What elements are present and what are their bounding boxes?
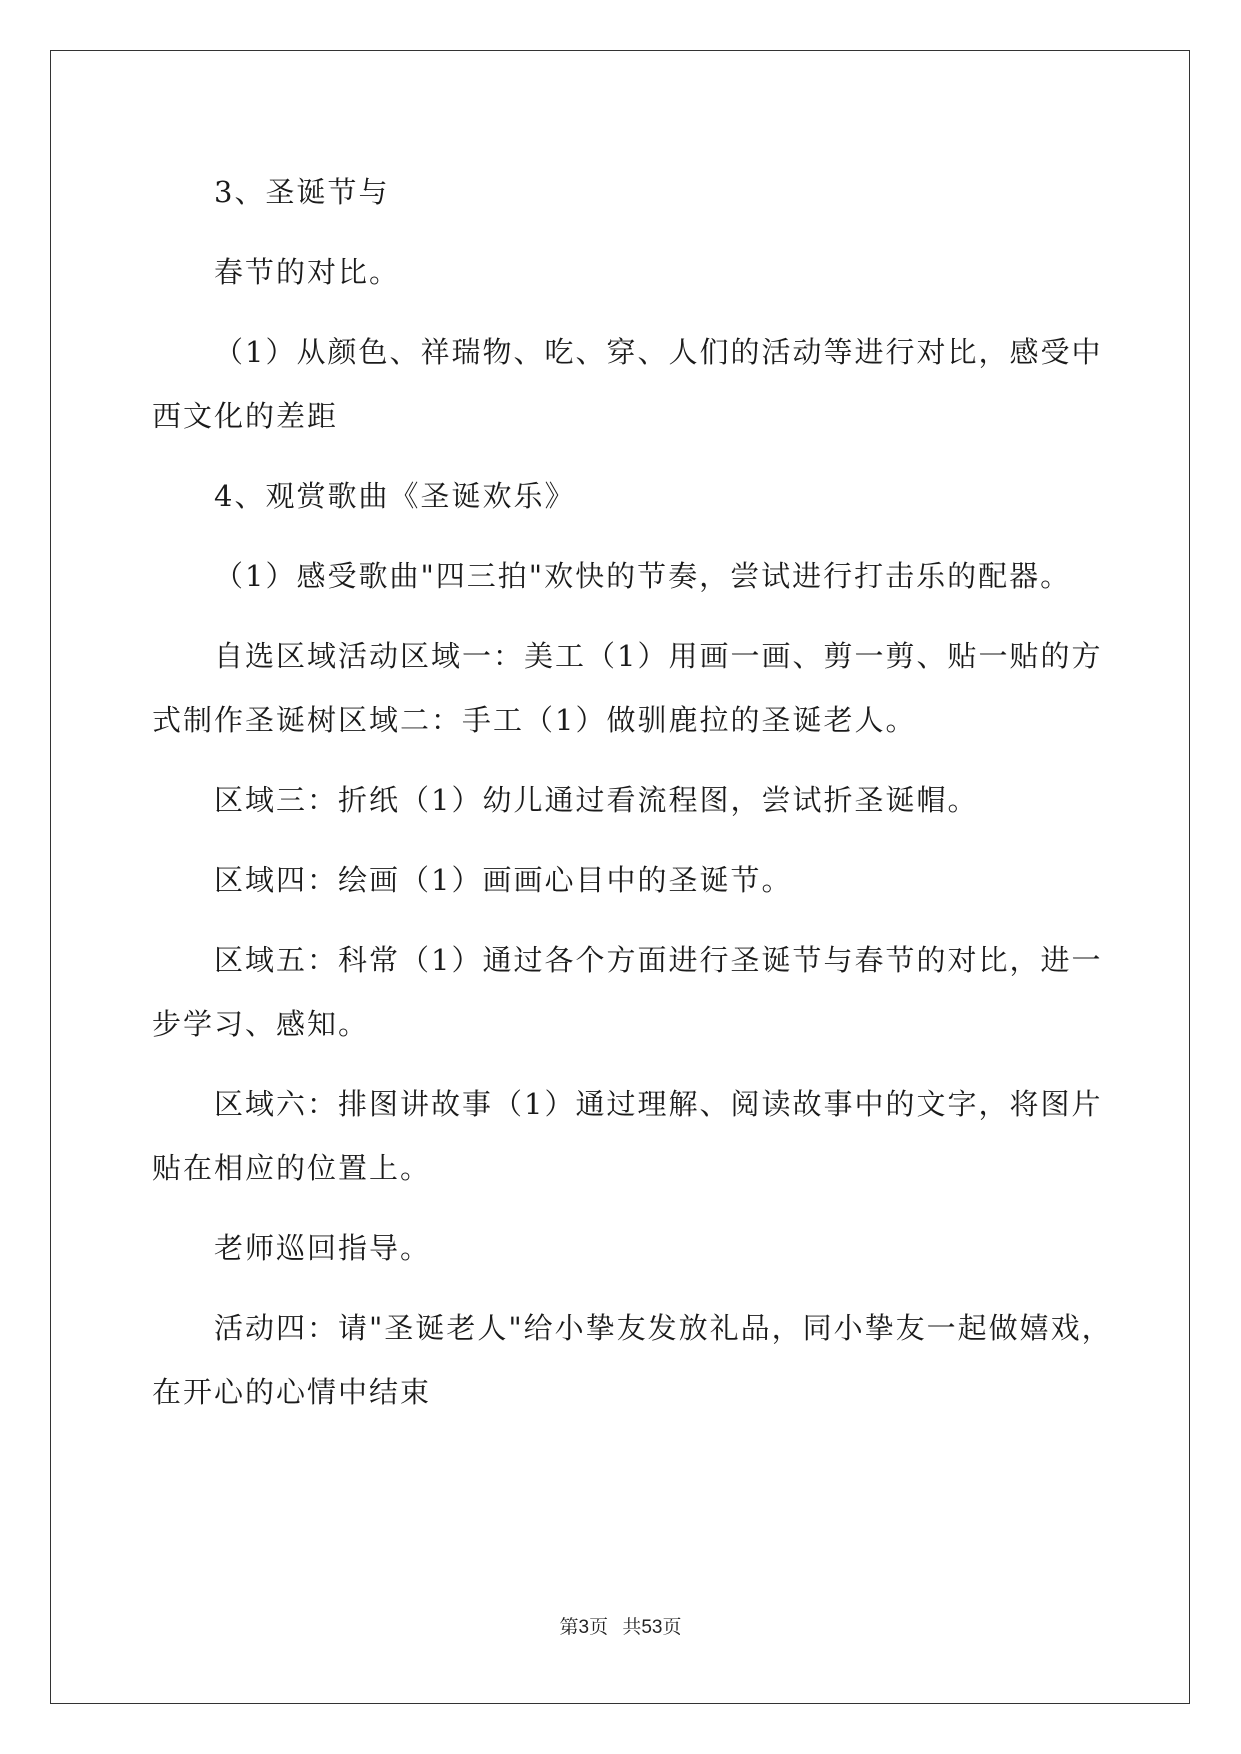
footer-prefix: 第 (559, 1617, 579, 1638)
paragraph-line: 自选区域活动区域一：美工（1）用画一画、剪一剪、贴一贴的方 (214, 639, 1103, 673)
paragraph-line: 3、圣诞节与 (214, 175, 390, 209)
paragraph-continuation-line: 步学习、感知。 (152, 1007, 370, 1041)
paragraph-line: 4、观赏歌曲《圣诞欢乐》 (214, 479, 576, 513)
paragraph-continuation-line: 西文化的差距 (152, 399, 339, 433)
paragraph-line: 区域五：科常（1）通过各个方面进行圣诞节与春节的对比，进一 (214, 943, 1103, 977)
paragraph-continuation-line: 式制作圣诞树区域二：手工（1）做驯鹿拉的圣诞老人。 (152, 703, 917, 737)
footer-total-pages: 53 (641, 1617, 663, 1638)
footer-suffix: 页 (662, 1617, 682, 1638)
document-body (152, 160, 1113, 1424)
paragraph-line: 区域六：排图讲故事（1）通过理解、阅读故事中的文字，将图片 (214, 1087, 1103, 1121)
paragraph-line: 区域四：绘画（1）画画心目中的圣诞节。 (214, 863, 793, 897)
paragraph-line: 区域三：折纸（1）幼儿通过看流程图，尝试折圣诞帽。 (214, 783, 979, 817)
paragraph-line: 老师巡回指导。 (214, 1231, 432, 1265)
page-footer (0, 1612, 1241, 1639)
paragraph-line: （1）从颜色、祥瑞物、吃、穿、人们的活动等进行对比，感受中 (214, 335, 1103, 369)
paragraph-line: （1）感受歌曲"四三拍"欢快的节奏，尝试进行打击乐的配器。 (214, 559, 1072, 593)
paragraph-continuation-line: 在开心的心情中结束 (152, 1375, 432, 1409)
footer-mid: 页 共 (589, 1617, 642, 1638)
paragraph-line: 活动四：请"圣诞老人"给小挚友发放礼品，同小挚友一起做嬉戏， (214, 1311, 1113, 1345)
paragraph-continuation-line: 贴在相应的位置上。 (152, 1151, 432, 1185)
paragraph-line: 春节的对比。 (214, 255, 401, 289)
footer-page-number: 3 (578, 1617, 590, 1638)
